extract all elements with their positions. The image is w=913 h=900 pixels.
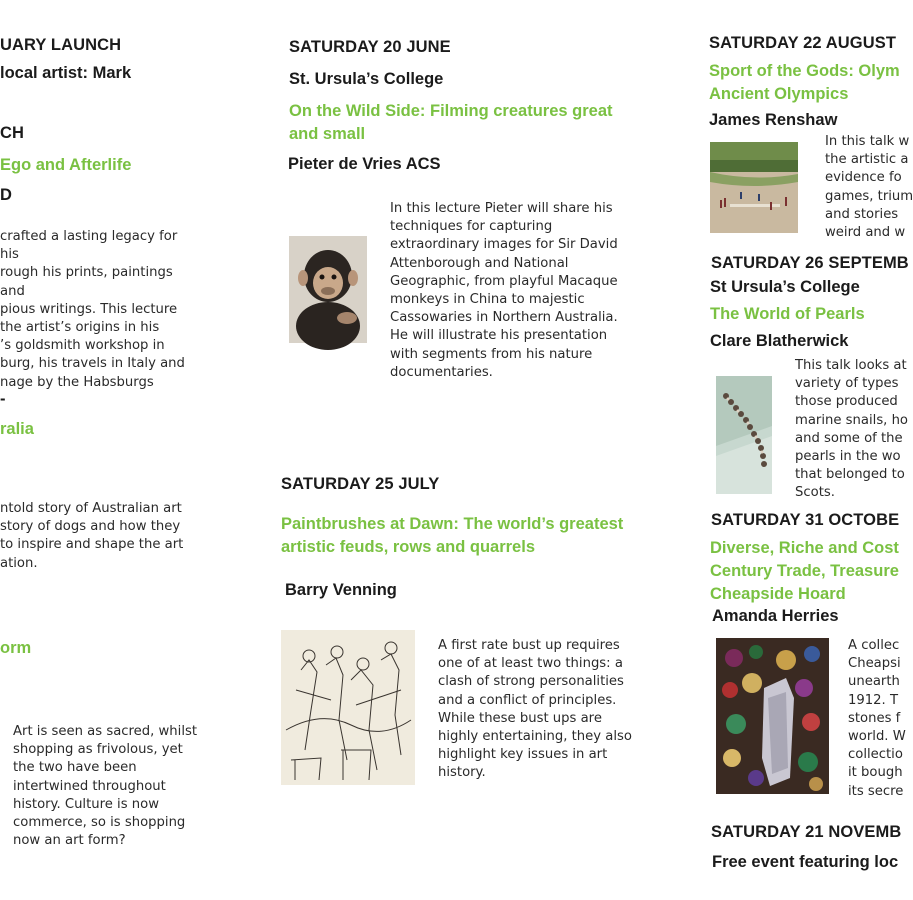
march-date-heading: CH bbox=[0, 124, 25, 142]
august-description: In this talk w the artistic a evidence fo games, trium and stories weird and w bbox=[825, 134, 913, 241]
august-speaker: James Renshaw bbox=[709, 111, 838, 129]
artists-feud-illustration bbox=[281, 630, 415, 785]
may-description: Art is seen as sacred, whilst shopping as frivolous, yet the two have been intertwined throughout history. Culture is now commerce, so is shopping now an art form? bbox=[13, 724, 198, 849]
october-description: A collec Cheapsi unearth 1912. T stones f world. W collectio it bough its secre bbox=[848, 638, 906, 799]
october-speaker: Amanda Herries bbox=[712, 607, 839, 625]
june-speaker: Pieter de Vries ACS bbox=[288, 155, 441, 173]
june-venue: St. Ursula’s College bbox=[289, 70, 444, 88]
april-description: ntold story of Australian art story of dogs and how they to inspire and shape the art ation. bbox=[0, 501, 184, 571]
march-description: crafted a lasting legacy for his rough his prints, paintings and pious writings. This lecture the artist’s origins in his ’s goldsmith workshop in burg, his travels in Italy and nage by the Habsburgs bbox=[0, 229, 185, 390]
june-title: On the Wild Side: Filming creatures great and small bbox=[289, 102, 613, 143]
november-date-heading: SATURDAY 21 NOVEMB bbox=[711, 823, 902, 841]
jan-date-heading: UARY LAUNCH bbox=[0, 36, 122, 54]
september-description: This talk looks at variety of types those produced marine snails, ho and some of the pearls in the wo that belonged to Scots. bbox=[795, 358, 908, 501]
september-venue: St Ursula’s College bbox=[710, 278, 860, 296]
november-event-line: Free event featuring loc bbox=[712, 853, 899, 871]
september-title: The World of Pearls bbox=[710, 305, 865, 323]
august-title-line2: Ancient Olympics bbox=[709, 85, 849, 103]
august-date-heading: SATURDAY 22 AUGUST bbox=[709, 34, 897, 52]
april-dash: - bbox=[0, 390, 6, 408]
april-title: ralia bbox=[0, 420, 34, 438]
chimpanzee-photo bbox=[289, 236, 367, 343]
may-title: orm bbox=[0, 639, 32, 657]
october-date-heading: SATURDAY 31 OCTOBE bbox=[711, 511, 900, 529]
cheapside-hoard-jewels-photo bbox=[716, 638, 829, 794]
october-title-line1: Diverse, Riche and Cost bbox=[710, 539, 899, 557]
july-date-heading: SATURDAY 25 JULY bbox=[281, 475, 440, 493]
july-title: Paintbrushes at Dawn: The world’s greatest artistic feuds, rows and quarrels bbox=[281, 515, 624, 556]
march-title: Ego and Afterlife bbox=[0, 156, 132, 174]
jan-launch-line: local artist: Mark bbox=[0, 64, 132, 82]
october-title-line2: Century Trade, Treasure bbox=[710, 562, 899, 580]
september-speaker: Clare Blatherwick bbox=[710, 332, 849, 350]
pearl-necklace-photo bbox=[716, 376, 772, 494]
olympia-stadium-photo bbox=[710, 142, 798, 233]
august-title-line1: Sport of the Gods: Olym bbox=[709, 62, 900, 80]
march-speaker: D bbox=[0, 186, 12, 204]
june-date-heading: SATURDAY 20 JUNE bbox=[289, 38, 451, 56]
september-date-heading: SATURDAY 26 SEPTEMB bbox=[711, 254, 909, 272]
july-speaker: Barry Venning bbox=[285, 581, 397, 599]
october-title-line3: Cheapside Hoard bbox=[710, 585, 846, 603]
july-description: A first rate bust up requires one of at least two things: a clash of strong personalities and a conflict of principles. While these bust ups are highly entertaining, they also highlight key issues in art history. bbox=[438, 638, 632, 781]
june-description: In this lecture Pieter will share his techniques for capturing extraordinary images for Sir David Attenborough and National Geographic, from playful Macaque monkeys in China to majestic Cassowaries in Northern Australia. He will illustrate his presentation with segments from his nature documentaries. bbox=[390, 201, 618, 380]
